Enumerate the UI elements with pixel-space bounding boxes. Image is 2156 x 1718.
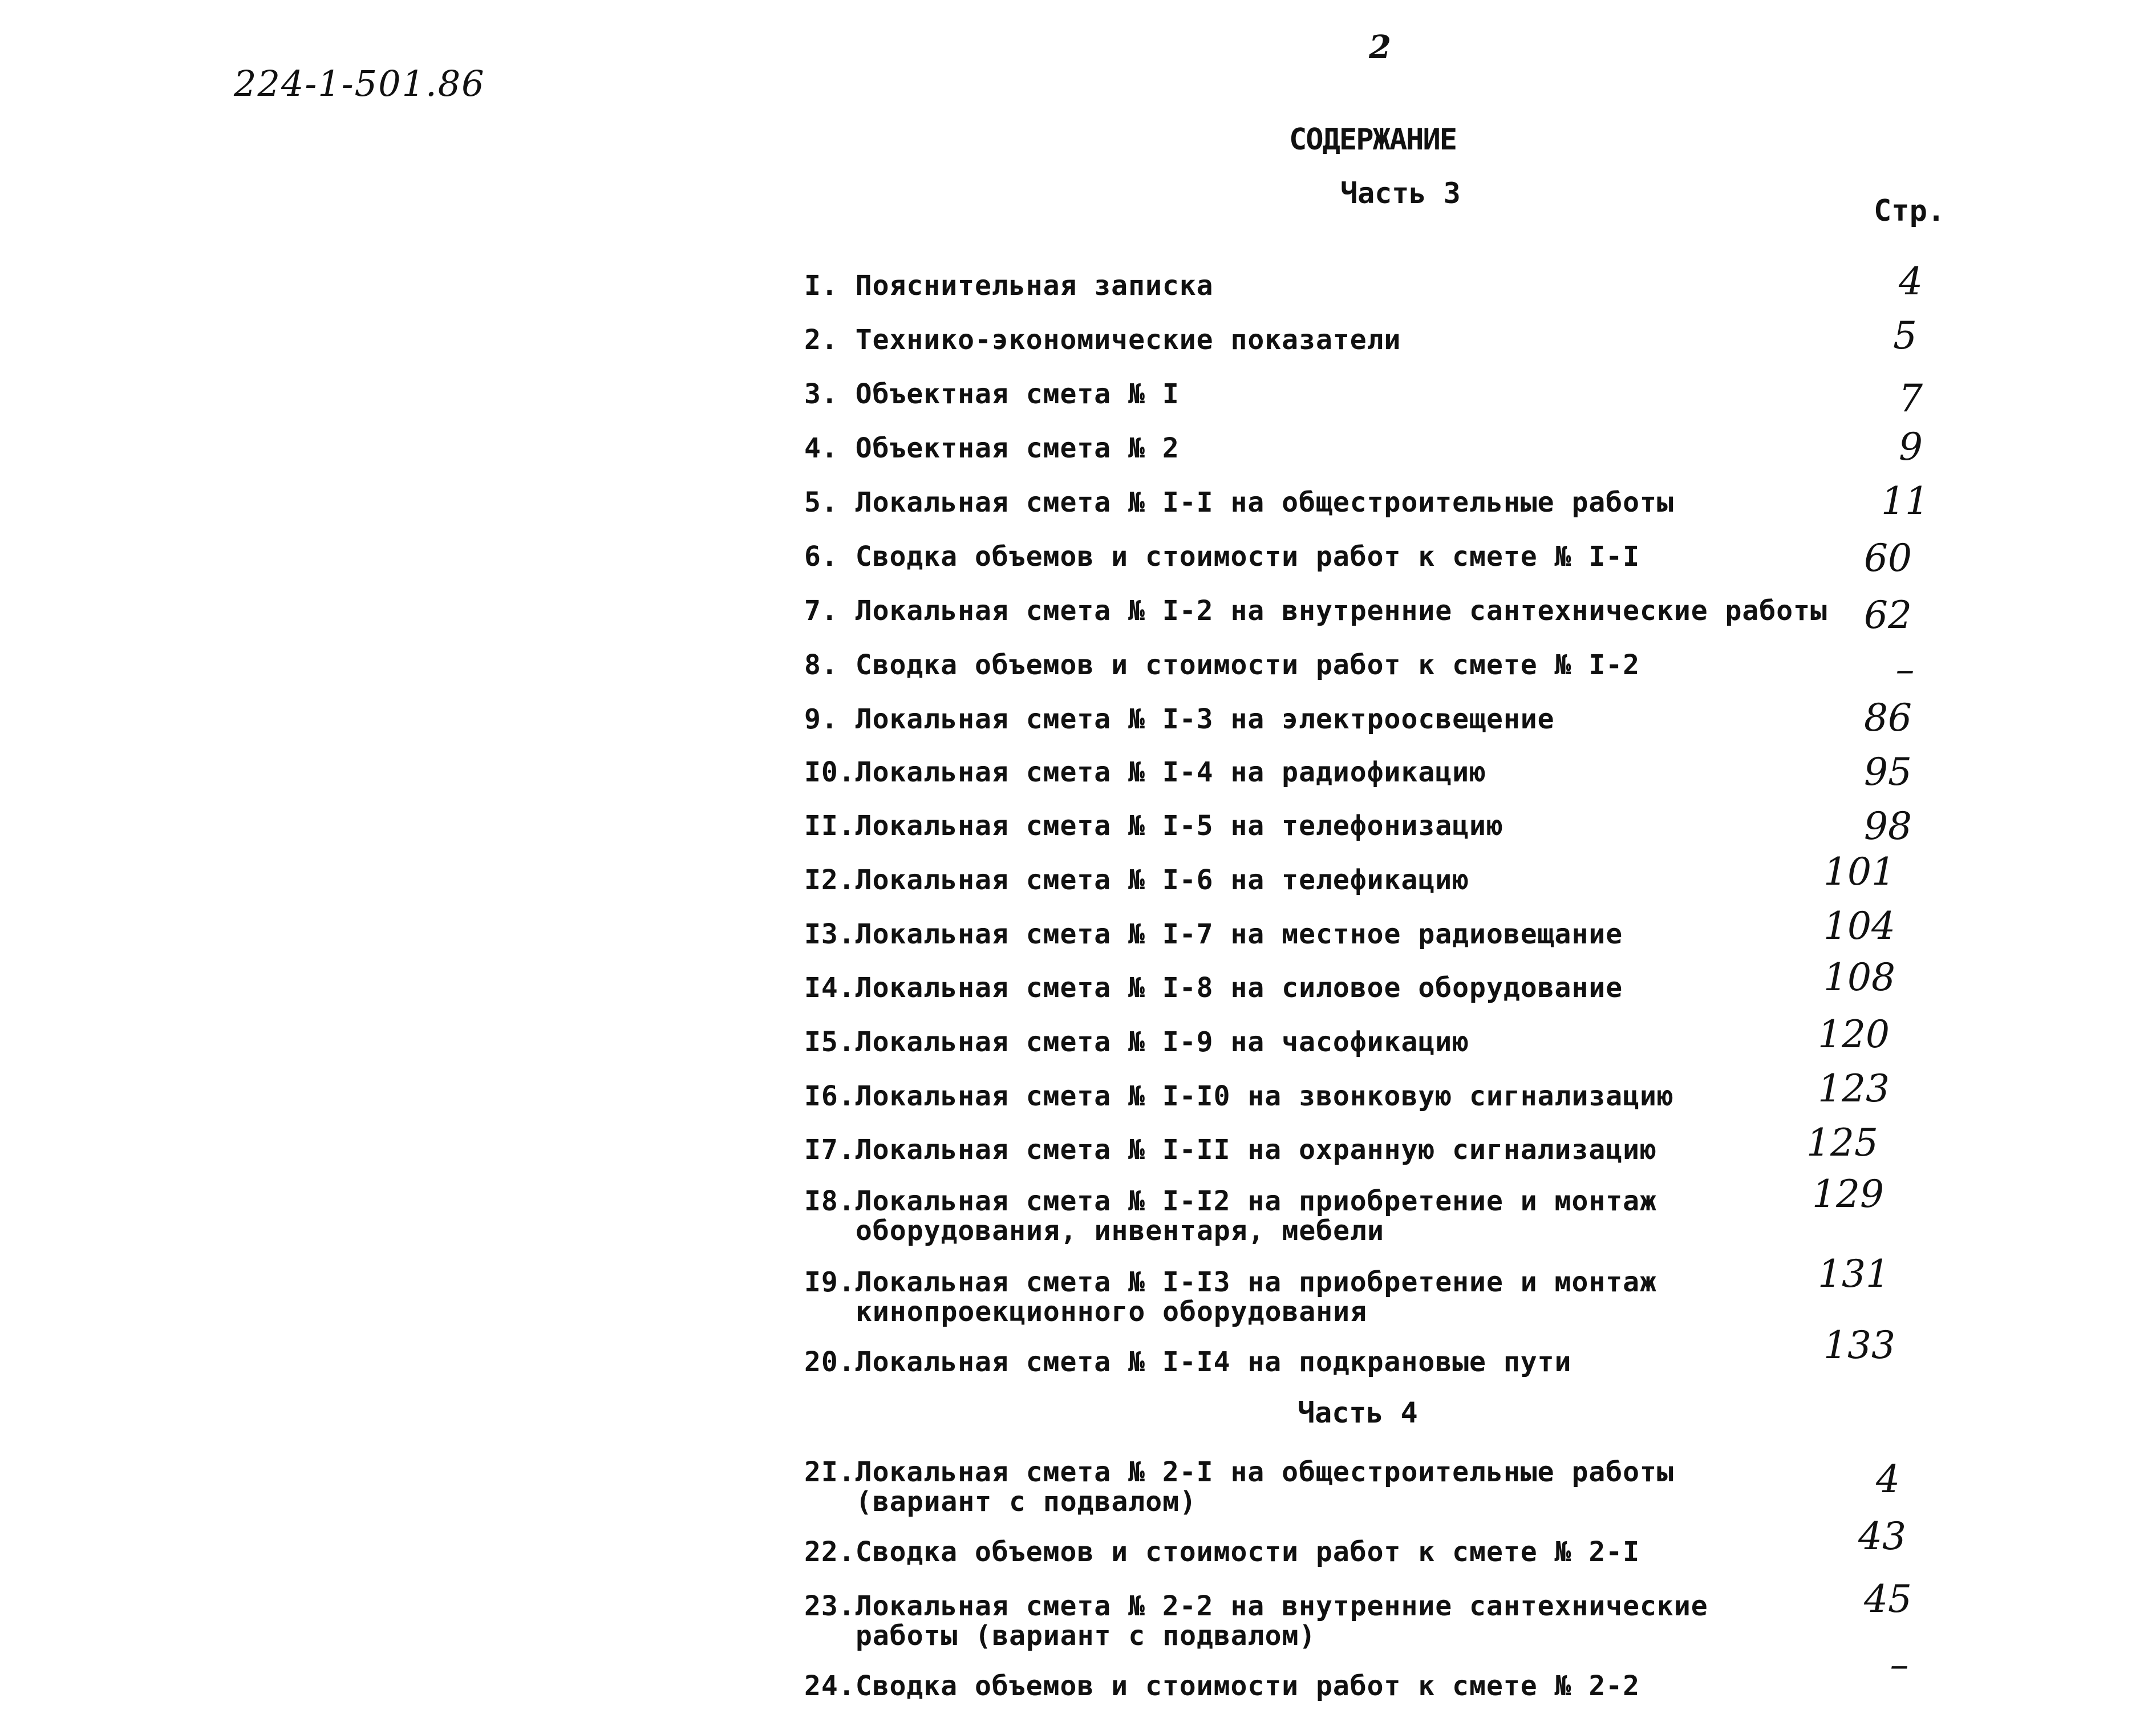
- toc-entry-title: Локальная смета № I-I3 на приобретение и монтаж: [855, 1266, 1657, 1298]
- toc-entry: [804, 1081, 1674, 1111]
- toc-entry-page: 86: [1864, 696, 1912, 740]
- toc-entry-title: Локальная смета № I-3 на электроосвещение: [855, 703, 1555, 735]
- toc-entry-page: 62: [1864, 593, 1912, 637]
- toc-entry-number: 24.: [804, 1670, 856, 1702]
- toc-entry-title: Сводка объемов и стоимости работ к смете № 2-I: [855, 1536, 1640, 1568]
- toc-entry-title: Локальная смета № I-I на общестроительные работы: [855, 487, 1674, 518]
- toc-entry-title: Объектная смета № I: [855, 378, 1180, 410]
- part-3-heading: Часть 3: [1340, 177, 1461, 210]
- toc-entry-page: 45: [1864, 1577, 1912, 1621]
- toc-entry-title: Пояснительная записка: [855, 270, 1214, 302]
- toc-entry-title: Локальная смета № I-8 на силовое оборудование: [855, 972, 1623, 1004]
- toc-entry-page: 95: [1864, 750, 1912, 794]
- toc-entry-number: I8.: [804, 1185, 856, 1217]
- toc-entry-title-continuation: (вариант с подвалом): [856, 1486, 1197, 1518]
- toc-entry: [804, 596, 1827, 626]
- toc-entry-number: 7.: [804, 595, 856, 627]
- toc-entry-title: Технико-экономические показатели: [855, 324, 1401, 356]
- toc-entry: [804, 1186, 1657, 1246]
- toc-entry: [804, 811, 1503, 841]
- part-4-heading: Часть 4: [1298, 1396, 1418, 1429]
- toc-entry-page: 4: [1876, 1457, 1900, 1501]
- toc-entry-page: 11: [1881, 479, 1929, 523]
- toc-entry: [804, 542, 1640, 572]
- page-number: 2: [1369, 29, 1391, 66]
- toc-entry: [804, 1135, 1657, 1165]
- toc-entry-title: Локальная смета № I-II на охранную сигнализацию: [855, 1134, 1657, 1166]
- toc-entry-title: Локальная смета № I-2 на внутренние сантехнические работы: [855, 595, 1827, 627]
- toc-entry-title: Локальная смета № I-I2 на приобретение и монтаж: [855, 1185, 1657, 1217]
- toc-entry-title-continuation: работы (вариант с подвалом): [856, 1620, 1316, 1652]
- toc-entry: [804, 1591, 1708, 1651]
- toc-entry: [804, 919, 1623, 949]
- toc-entry-page: 9: [1899, 425, 1923, 469]
- toc-entry-number: 3.: [804, 378, 856, 410]
- toc-entry-title-continuation: оборудования, инвентаря, мебели: [856, 1215, 1384, 1247]
- toc-entry: [804, 757, 1486, 787]
- toc-entry-page: 60: [1864, 536, 1912, 580]
- toc-entry-number: I7.: [804, 1134, 856, 1166]
- toc-entry-title: Сводка объемов и стоимости работ к смете № 2-2: [855, 1670, 1640, 1702]
- toc-entry-title: Локальная смета № I-6 на телефикацию: [855, 864, 1470, 896]
- toc-entry: [804, 1671, 1640, 1701]
- toc-entry-number: I0.: [804, 756, 856, 788]
- toc-entry-title: Локальная смета № I-9 на часофикацию: [855, 1026, 1470, 1058]
- toc-entry-title: Локальная смета № I-4 на радиофикацию: [855, 756, 1486, 788]
- toc-entry-title: Локальная смета № 2-2 на внутренние сантехнические: [855, 1590, 1708, 1622]
- toc-entry-page: 43: [1858, 1514, 1906, 1558]
- toc-entry-page: 120: [1818, 1012, 1890, 1056]
- toc-entry-page: –: [1895, 647, 1915, 691]
- toc-entry-page: 123: [1818, 1067, 1890, 1111]
- document-code: 224-1-501.86: [234, 63, 485, 104]
- toc-entry-title: Локальная смета № I-I4 на подкрановые пути: [855, 1346, 1572, 1378]
- toc-entry: [804, 325, 1401, 355]
- toc-entry-page: 7: [1899, 376, 1923, 420]
- toc-entry-page: 4: [1899, 260, 1923, 303]
- toc-entry-page: –: [1890, 1643, 1909, 1687]
- toc-entry-number: I6.: [804, 1080, 856, 1112]
- toc-entry-number: 2.: [804, 324, 856, 356]
- toc-entry-title: Локальная смета № I-5 на телефонизацию: [855, 810, 1503, 842]
- toc-title: СОДЕРЖАНИЕ: [1289, 123, 1457, 157]
- toc-entry: [804, 650, 1640, 680]
- toc-entry-page: 133: [1823, 1323, 1895, 1367]
- toc-entry: [804, 973, 1623, 1003]
- toc-entry-number: 6.: [804, 541, 856, 573]
- toc-entry-number: 20.: [804, 1346, 856, 1378]
- toc-entry-title-continuation: кинопроекционного оборудования: [856, 1296, 1367, 1328]
- toc-entry-page: 101: [1823, 850, 1895, 894]
- toc-entry-number: 2I.: [804, 1456, 856, 1488]
- toc-entry: [804, 433, 1180, 463]
- toc-entry-page: 131: [1818, 1252, 1890, 1296]
- toc-entry-title: Локальная смета № 2-I на общестроительные работы: [855, 1456, 1674, 1488]
- toc-entry-number: 22.: [804, 1536, 856, 1568]
- toc-entry-number: 4.: [804, 432, 856, 464]
- toc-entry: [804, 271, 1214, 301]
- toc-entry-title: Локальная смета № I-7 на местное радиовещание: [855, 918, 1623, 950]
- toc-entry-number: II.: [804, 810, 856, 842]
- toc-entry-number: 9.: [804, 703, 856, 735]
- toc-entry-number: 5.: [804, 487, 856, 518]
- toc-entry-page: 125: [1806, 1121, 1878, 1165]
- toc-entry: [804, 865, 1469, 895]
- toc-entry: [804, 1347, 1571, 1377]
- toc-entry-title: Локальная смета № I-I0 на звонковую сигнализацию: [855, 1080, 1674, 1112]
- toc-entry-page: 129: [1812, 1172, 1884, 1216]
- page-column-header: Стр.: [1874, 194, 1946, 228]
- toc-entry-number: I4.: [804, 972, 856, 1004]
- toc-entry: [804, 704, 1555, 734]
- toc-entry-page: 104: [1823, 904, 1895, 948]
- toc-entry-title: Сводка объемов и стоимости работ к смете № I-2: [855, 649, 1640, 681]
- toc-entry-number: 8.: [804, 649, 856, 681]
- toc-entry-number: 23.: [804, 1590, 856, 1622]
- toc-entry: [804, 488, 1674, 517]
- toc-entry-page: 98: [1864, 804, 1912, 848]
- toc-entry: [804, 1537, 1640, 1567]
- toc-entry-title: Сводка объемов и стоимости работ к смете № I-I: [855, 541, 1640, 573]
- toc-entry-number: I9.: [804, 1266, 856, 1298]
- toc-entry-title: Объектная смета № 2: [855, 432, 1180, 464]
- toc-entry: [804, 1027, 1469, 1057]
- toc-entry-page: 5: [1893, 314, 1917, 358]
- toc-entry-page: 108: [1823, 955, 1895, 999]
- toc-entry-number: I.: [804, 270, 856, 302]
- toc-entry: [804, 379, 1180, 409]
- toc-entry: [804, 1267, 1657, 1327]
- toc-entry-number: I3.: [804, 918, 856, 950]
- toc-entry-number: I5.: [804, 1026, 856, 1058]
- toc-entry-number: I2.: [804, 864, 856, 896]
- toc-entry: [804, 1457, 1674, 1517]
